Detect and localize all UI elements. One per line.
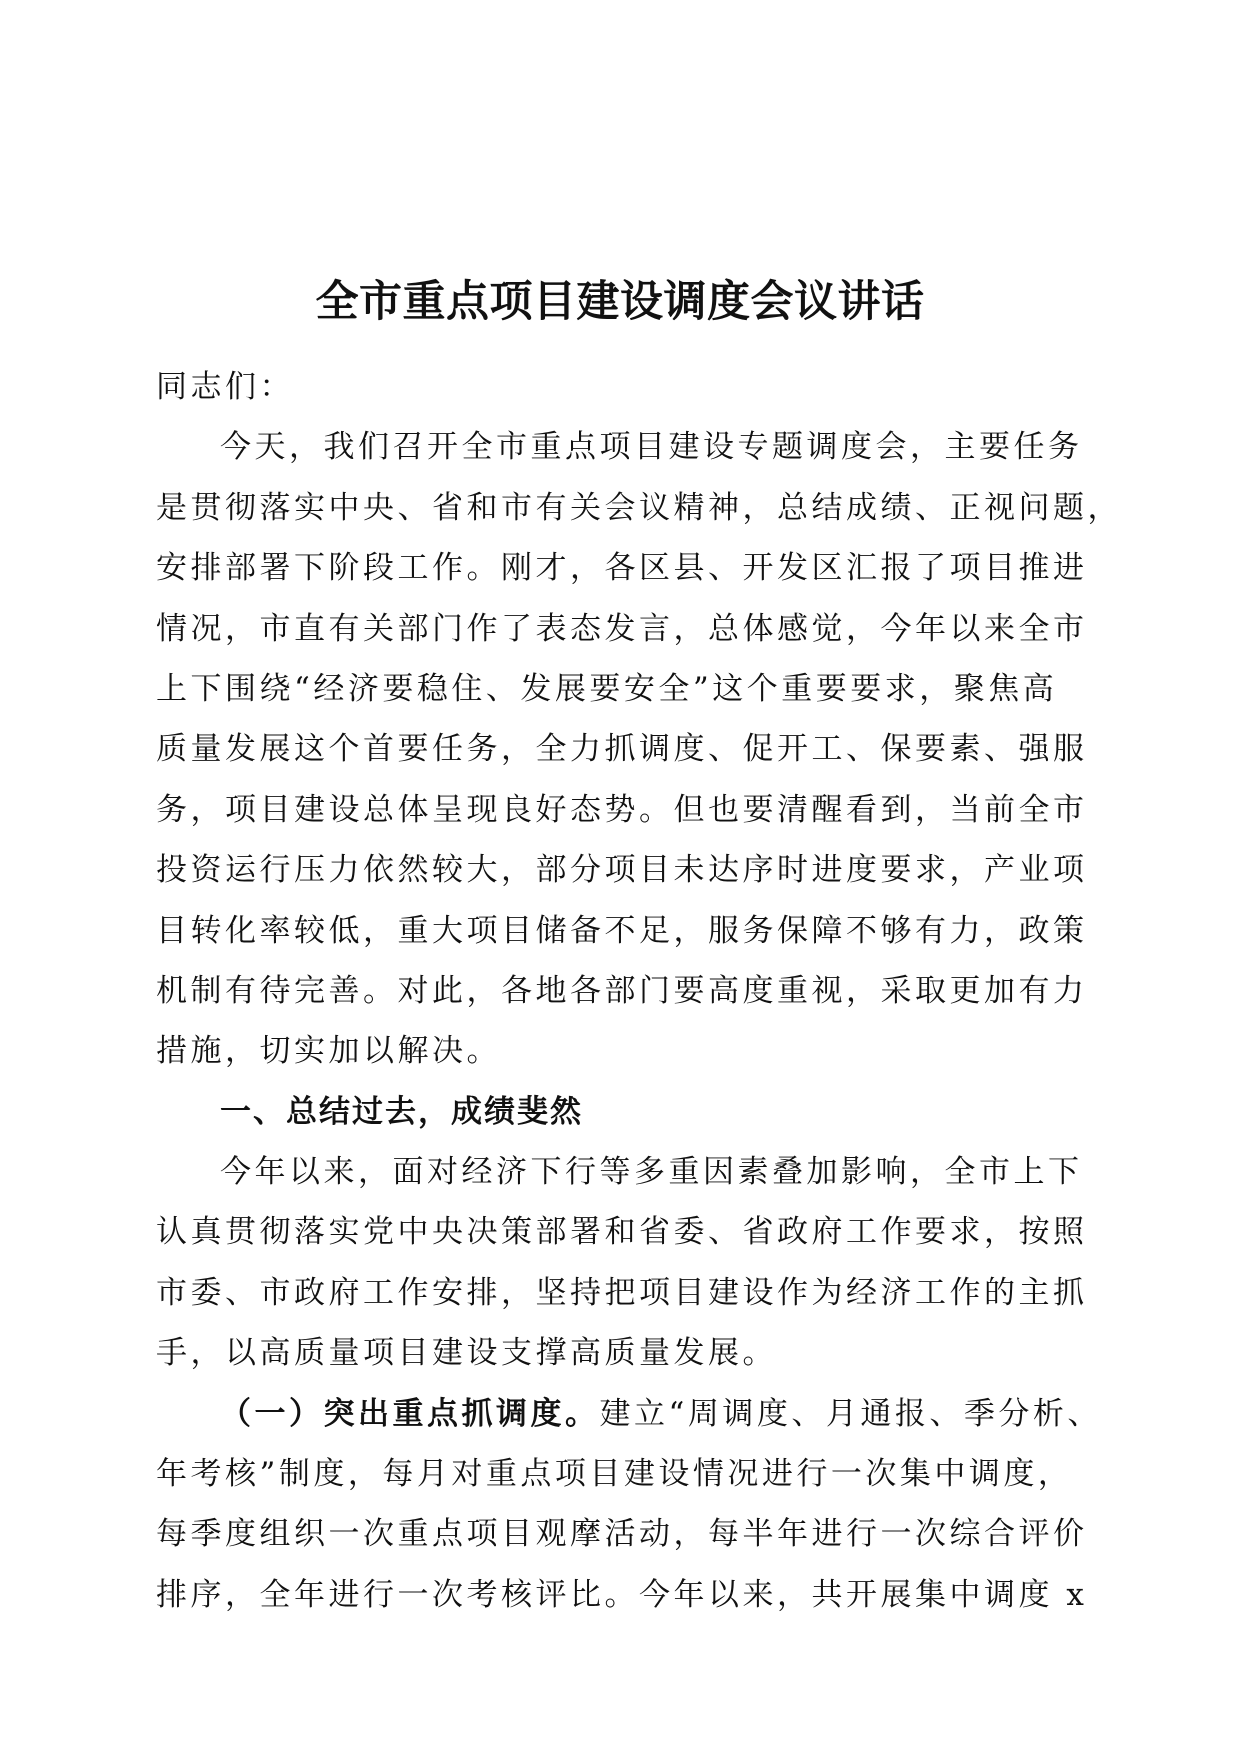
intro-line: 今天，我们召开全市重点项目建设专题调度会，主要任务 bbox=[220, 429, 1083, 466]
intro-line: 情况，市直有关部门作了表态发言，总体感觉，今年以来全市 bbox=[156, 610, 1088, 647]
subsection-line: 年考核”制度，每月对重点项目建设情况进行一次集中调度， bbox=[156, 1456, 1073, 1493]
document-body bbox=[156, 357, 1122, 1625]
intro-line: 务，项目建设总体呈现良好态势。但也要清醒看到，当前全市 bbox=[156, 791, 1088, 828]
section-line: 今年以来，面对经济下行等多重因素叠加影响，全市上下 bbox=[220, 1154, 1083, 1191]
intro-line: 是贯彻落实中央、省和市有关会议精神，总结成绩、正视问题， bbox=[156, 489, 1122, 526]
intro-line: 目转化率较低，重大项目储备不足，服务保障不够有力，政策 bbox=[156, 912, 1088, 949]
intro-line: 上下围绕“经济要稳住、发展要安全”这个重要要求，聚焦高 bbox=[156, 670, 1058, 707]
intro-line: 安排部署下阶段工作。刚才，各区县、开发区汇报了项目推进 bbox=[156, 550, 1088, 587]
section-line: 认真贯彻落实党中央决策部署和省委、省政府工作要求，按照 bbox=[156, 1214, 1088, 1251]
subsection-line: 排序，全年进行一次考核评比。今年以来，共开展集中调度 x bbox=[156, 1576, 1088, 1613]
subsection-text: 建立“周调度、月通报、季分析、 bbox=[599, 1395, 1102, 1432]
subsection-line: 每季度组织一次重点项目观摩活动，每半年进行一次综合评价 bbox=[156, 1516, 1088, 1553]
intro-line: 投资运行压力依然较大，部分项目未达序时进度要求，产业项 bbox=[156, 852, 1088, 889]
intro-line: 质量发展这个首要任务，全力抓调度、促开工、保要素、强服 bbox=[156, 731, 1088, 768]
salutation: 同志们： bbox=[156, 369, 294, 405]
section-line: 市委、市政府工作安排，坚持把项目建设作为经济工作的主抓 bbox=[156, 1274, 1088, 1311]
section-heading: 一、总结过去，成绩斐然 bbox=[220, 1093, 583, 1130]
document-title: 全市重点项目建设调度会议讲话 bbox=[315, 277, 925, 327]
intro-line: 措施，切实加以解决。 bbox=[156, 1033, 501, 1070]
section-line: 手，以高质量项目建设支撑高质量发展。 bbox=[156, 1335, 777, 1372]
subsection-heading: （一）突出重点抓调度。 bbox=[220, 1395, 600, 1432]
subsection-first-line bbox=[156, 1384, 1102, 1444]
intro-line: 机制有待完善。对此，各地各部门要高度重视，采取更加有力 bbox=[156, 972, 1088, 1009]
